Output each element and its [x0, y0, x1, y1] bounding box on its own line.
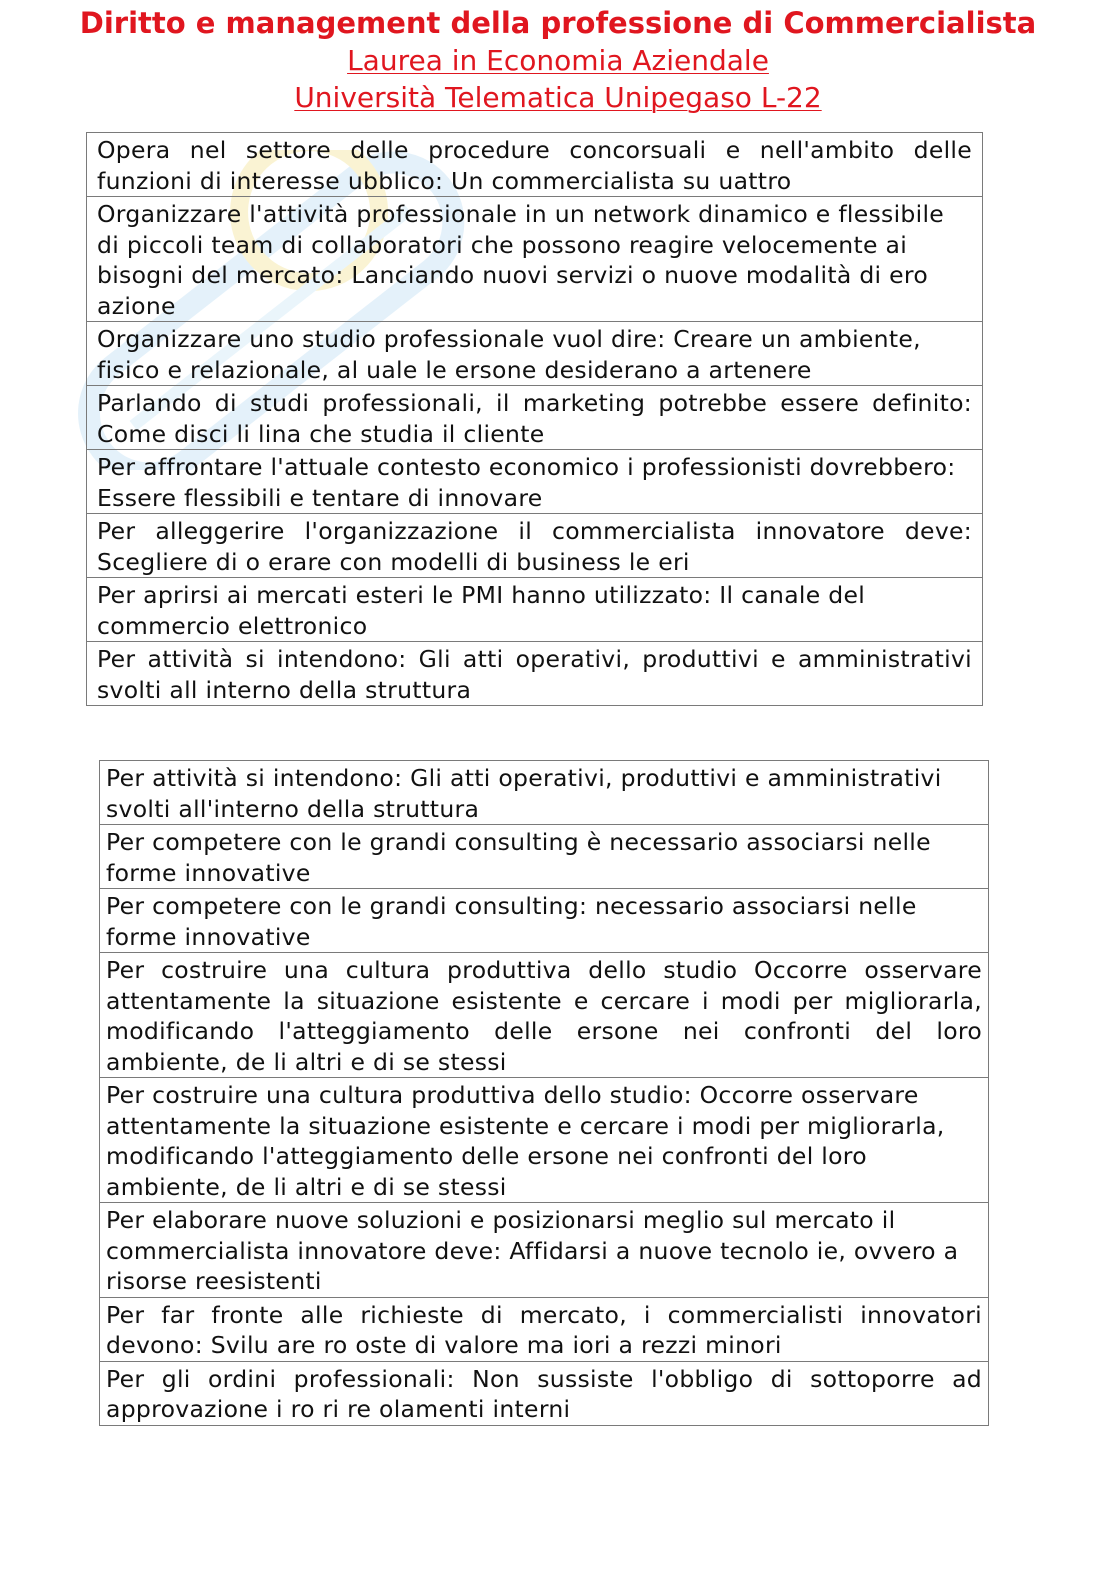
document-header [0, 4, 1116, 116]
table-cell: Opera nel settore delle procedure concorsuali e nell'ambito delle funzioni di interesse ubblico: Un commercialista su uattro [87, 133, 983, 197]
table-row [87, 514, 983, 578]
table-row [100, 953, 989, 1078]
university-link[interactable]: Università Telematica Unipegaso L-22 [294, 81, 822, 114]
table-row [87, 386, 983, 450]
table-cell: Per costruire una cultura produttiva dello studio: Occorre osservare attentamente la situazione esistente e cercare i modi per migliorarla, modificando l'atteggiamento delle ersone nei confronti del loro ambiente, de li altri e di se stessi [100, 1078, 989, 1203]
table-cell: Per competere con le grandi consulting è necessario associarsi nelle forme innovative [100, 825, 989, 889]
table-row [100, 1078, 989, 1203]
table-cell: Per aprirsi ai mercati esteri le PMI hanno utilizzato: Il canale del commercio elettronico [87, 578, 983, 642]
table-cell: Per elaborare nuove soluzioni e posizionarsi meglio sul mercato il commercialista innovatore deve: Affidarsi a nuove tecnolo ie, ovvero a risorse reesistenti [100, 1203, 989, 1298]
table-row [87, 133, 983, 197]
table-row [87, 197, 983, 322]
table-cell: Per alleggerire l'organizzazione il commercialista innovatore deve: Scegliere di o erare con modelli di business le eri [87, 514, 983, 578]
table-cell: Per competere con le grandi consulting: necessario associarsi nelle forme innovative [100, 889, 989, 953]
table-row [87, 450, 983, 514]
table-cell: Organizzare uno studio professionale vuol dire: Creare un ambiente, fisico e relazionale, al uale le ersone desiderano a artenere [87, 322, 983, 386]
table-cell: Per attività si intendono: Gli atti operativi, produttivi e amministrativi svolti all'interno della struttura [100, 761, 989, 825]
table-cell: Per affrontare l'attuale contesto economico i professionisti dovrebbero: Essere flessibili e tentare di innovare [87, 450, 983, 514]
qa-table-2 [99, 760, 989, 1426]
table-row [87, 578, 983, 642]
table-cell: Per costruire una cultura produttiva dello studio Occorre osservare attentamente la situazione esistente e cercare i modi per migliorarla, modificando l'atteggiamento delle ersone nei confronti del loro ambiente, de li altri e di se stessi [100, 953, 989, 1078]
degree-link[interactable]: Laurea in Economia Aziendale [347, 44, 769, 77]
table-cell: Organizzare l'attività professionale in un network dinamico e flessibile di piccoli team di collaboratori che possono reagire velocemente ai bisogni del mercato: Lanciando nuovi servizi o nuove modalità di ero azione [87, 197, 983, 322]
table-row [100, 825, 989, 889]
table-row [100, 1203, 989, 1298]
table-row [100, 1297, 989, 1361]
table-row [87, 642, 983, 706]
table-cell: Parlando di studi professionali, il marketing potrebbe essere definito: Come disci li lina che studia il cliente [87, 386, 983, 450]
qa-table-1 [86, 132, 983, 706]
table-row [100, 1361, 989, 1425]
table-cell: Per attività si intendono: Gli atti operativi, produttivi e amministrativi svolti all interno della struttura [87, 642, 983, 706]
document-title: Diritto e management della professione di Commercialista [79, 6, 1037, 40]
table-cell: Per gli ordini professionali: Non sussiste l'obbligo di sottoporre ad approvazione i ro ri re olamenti interni [100, 1361, 989, 1425]
table-row [87, 322, 983, 386]
table-row [100, 889, 989, 953]
table-row [100, 761, 989, 825]
table-cell: Per far fronte alle richieste di mercato, i commercialisti innovatori devono: Svilu are ro oste di valore ma iori a rezzi minori [100, 1297, 989, 1361]
